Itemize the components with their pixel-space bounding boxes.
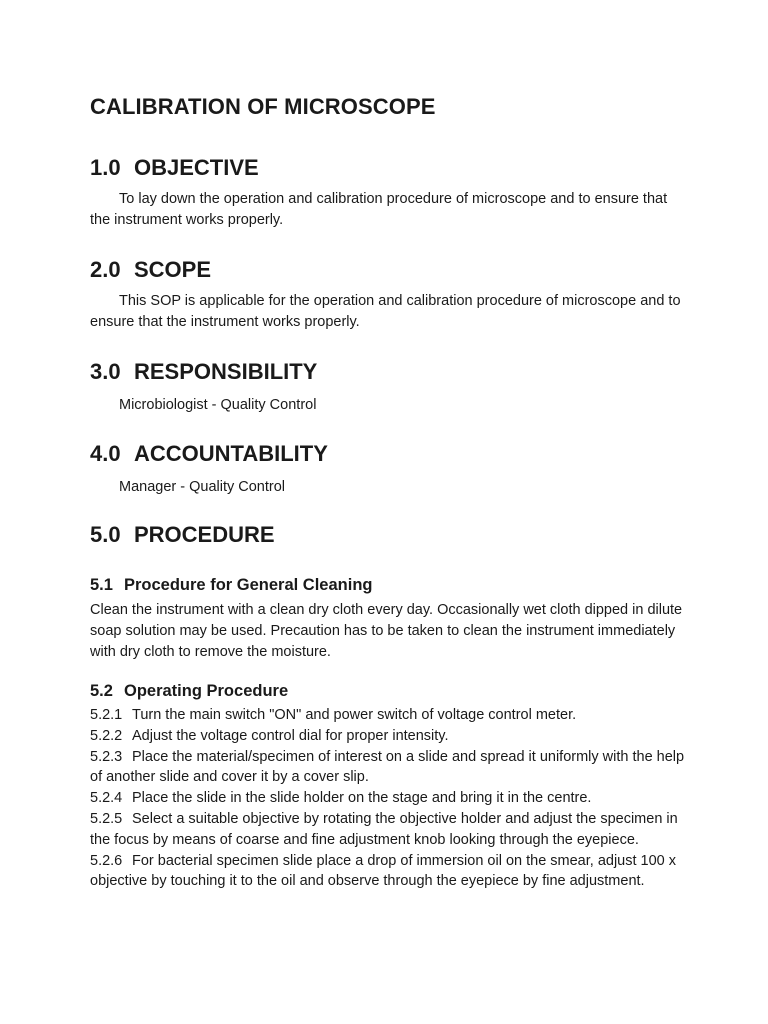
section-heading-objective (90, 155, 259, 181)
section-number: 5.0 (90, 522, 121, 547)
section-title: SCOPE (134, 257, 212, 282)
subsection-title: Procedure for General Cleaning (124, 576, 373, 594)
subsection-number: 5.1 (90, 576, 113, 594)
section-heading-responsibility (90, 359, 317, 385)
section-title: RESPONSIBILITY (134, 359, 318, 384)
scope-text: This SOP is applicable for the operation and calibration procedure of microscope and to ensure that the instrument works properly. (90, 293, 681, 330)
section-number: 1.0 (90, 155, 121, 180)
section-title: ACCOUNTABILITY (134, 441, 328, 466)
step-number: 5.2.6 (90, 852, 123, 869)
operating-step (90, 788, 690, 809)
document-title: CALIBRATION OF MICROSCOPE (90, 94, 436, 119)
step-text: For bacterial specimen slide place a drop of immersion oil on the smear, adjust 100 x objective by touching it to the oil and observe through the eyepiece by fine adjustment. (90, 852, 677, 890)
operating-steps-list (90, 705, 690, 892)
step-number: 5.2.3 (90, 748, 123, 765)
section-heading-accountability (90, 441, 328, 467)
operating-step (90, 747, 690, 789)
responsibility-text: Microbiologist - Quality Control (119, 397, 317, 413)
subsection-title: Operating Procedure (124, 682, 289, 700)
subsection-heading-operating-procedure (90, 682, 288, 701)
step-number: 5.2.4 (90, 790, 123, 807)
section-heading-procedure (90, 522, 275, 548)
section-title: OBJECTIVE (134, 155, 259, 180)
objective-text: To lay down the operation and calibration procedure of microscope and to ensure that the instrument works properly. (90, 191, 668, 228)
subsection-heading-general-cleaning (90, 576, 372, 595)
step-number: 5.2.2 (90, 727, 123, 744)
step-text: Place the material/specimen of interest on a slide and spread it uniformly with the help of another slide and cover it by a cover slip. (90, 748, 685, 786)
general-cleaning-text: Clean the instrument with a clean dry cloth every day. Occasionally wet cloth dipped in dilute soap solution may be used. Precaution has to be taken to clean the instrument immediately with dry cloth to remove the moisture. (90, 602, 683, 660)
section-title: PROCEDURE (134, 522, 275, 547)
section-number: 3.0 (90, 359, 121, 384)
operating-step (90, 851, 690, 893)
step-number: 5.2.5 (90, 810, 123, 827)
step-number: 5.2.1 (90, 707, 123, 723)
subsection-number: 5.2 (90, 682, 113, 700)
section-number: 2.0 (90, 257, 121, 282)
section-number: 4.0 (90, 441, 121, 466)
step-text: Place the slide in the slide holder on the stage and bring it in the centre. (132, 790, 592, 807)
step-text: Select a suitable objective by rotating the objective holder and adjust the specimen in the focus by means of coarse and fine adjustment knob looking through the eyepiece. (90, 810, 678, 848)
accountability-text: Manager - Quality Control (119, 479, 286, 495)
operating-step (90, 809, 690, 851)
step-text: Adjust the voltage control dial for proper intensity. (132, 727, 449, 744)
operating-step (90, 726, 690, 747)
step-text: Turn the main switch "ON" and power switch of voltage control meter. (132, 707, 577, 723)
operating-step (90, 705, 690, 726)
section-heading-scope (90, 257, 211, 283)
